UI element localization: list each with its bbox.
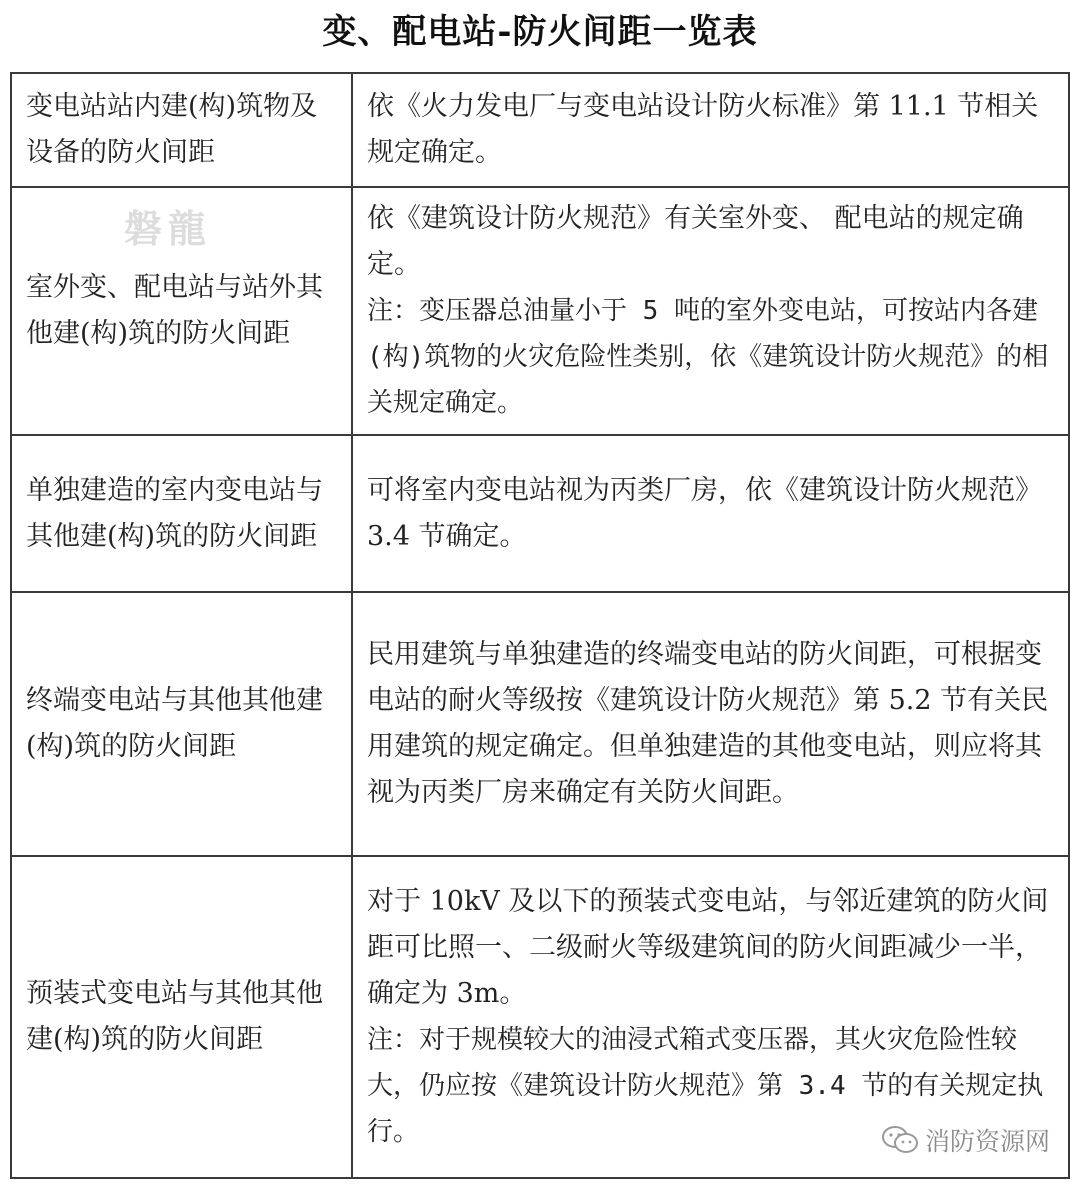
table-row <box>11 435 1069 592</box>
wechat-icon <box>881 1125 919 1155</box>
row-label: 磐龍 室外变、配电站与站外其他建(构)筑的防火间距 <box>11 187 352 435</box>
row-description: 依《建筑设计防火规范》有关室外变、 配电站的规定确定。 注：变压器总油量小于 5 吨的室外变电站，可按站内各建(构)筑物的火灾危险性类别，依《建筑设计防火规范》的相关规定确定。 <box>352 187 1069 435</box>
row-label: 终端变电站与其他其他建(构)筑的防火间距 <box>11 592 352 856</box>
row-description: 依《火力发电厂与变电站设计防火标准》第 11.1 节相关规定确定。 <box>352 73 1069 187</box>
row-note: 注：对于规模较大的油浸式箱式变压器，其火灾危险性较大，仍应按《建筑设计防火规范》第 3.4 节的有关规定执行。 <box>367 1025 1044 1147</box>
table-row <box>11 73 1069 187</box>
watermark <box>881 1122 1050 1158</box>
row-label: 预装式变电站与其他其他建(构)筑的防火间距 <box>11 856 352 1178</box>
row-description: 可将室内变电站视为丙类厂房，依《建筑设计防火规范》3.4 节确定。 <box>352 435 1069 592</box>
logo-stamp: 磐龍 <box>124 207 213 251</box>
row-label: 变电站站内建(构)筑物及设备的防火间距 <box>11 73 352 187</box>
row-description: 民用建筑与单独建造的终端变电站的防火间距，可根据变电站的耐火等级按《建筑设计防火规范》第 5.2 节有关民用建筑的规定确定。但单独建造的其他变电站，则应将其视为丙类厂房来确定有关防火间距。 <box>352 592 1069 856</box>
watermark-text: 消防资源网 <box>924 1127 1050 1156</box>
row-description: 对于 10kV 及以下的预装式变电站，与邻近建筑的防火间距可比照一、二级耐火等级建筑间的防火间距减少一半，确定为 3m。 注：对于规模较大的油浸式箱式变压器，其火灾危险性较大，仍应按《建筑设计防火规范》第 3.4 节的有关规定执行。 <box>352 856 1069 1178</box>
page-title: 变、配电站-防火间距一览表 <box>322 12 758 52</box>
table-row <box>11 187 1069 435</box>
table-row <box>11 592 1069 856</box>
row-note: 注：变压器总油量小于 5 吨的室外变电站，可按站内各建(构)筑物的火灾危险性类别，依《建筑设计防火规范》的相关规定确定。 <box>367 296 1049 418</box>
row-label: 单独建造的室内变电站与其他建(构)筑的防火间距 <box>11 435 352 592</box>
fire-spacing-table <box>10 72 1070 1179</box>
